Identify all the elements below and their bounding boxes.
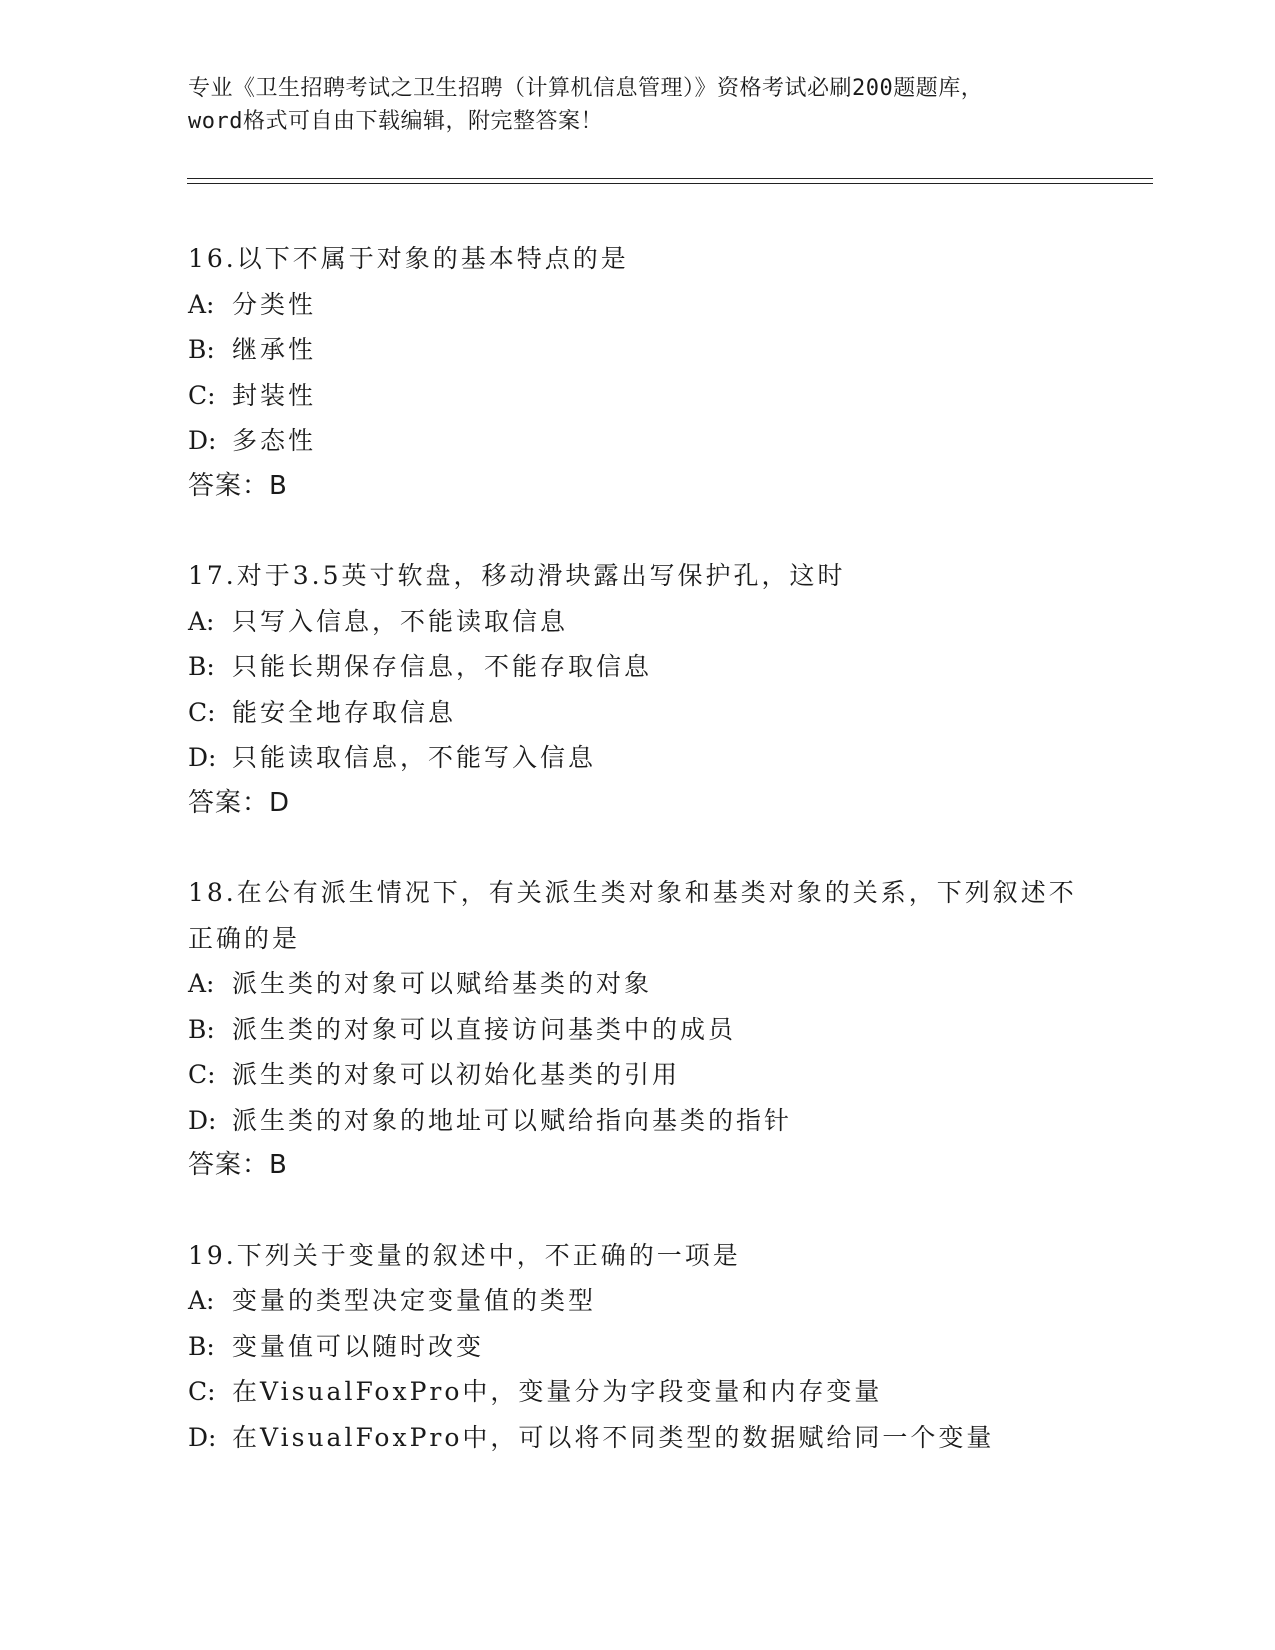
option-c (188, 1052, 1088, 1098)
question-text: 16.以下不属于对象的基本特点的是 (188, 244, 629, 273)
option-letter: A: (188, 1286, 215, 1315)
option-text: 能安全地存取信息 (232, 697, 457, 727)
option-text: 派生类的对象的地址可以赋给指向基类的指针 (232, 1105, 793, 1135)
option-text: 变量的类型决定变量值的类型 (232, 1286, 597, 1315)
option-b (188, 644, 1088, 690)
question-18 (188, 870, 1088, 1189)
option-text: 分类性 (232, 289, 317, 319)
option-text: 多态性 (232, 426, 317, 455)
question-16 (188, 236, 1088, 509)
header-divider-bottom (187, 183, 1153, 184)
option-a (188, 1278, 1088, 1324)
option-a (188, 961, 1088, 1007)
option-letter: C: (188, 1377, 216, 1406)
option-text: 只写入信息，不能读取信息 (232, 606, 569, 636)
header-divider-top (187, 178, 1153, 179)
header-line-2: word格式可自由下载编辑，附完整答案！ (188, 109, 603, 134)
option-text: 派生类的对象可以初始化基类的引用 (232, 1060, 681, 1089)
option-letter: B: (188, 1014, 215, 1044)
option-d (188, 1415, 1088, 1461)
question-text: 17.对于3.5英寸软盘，移动滑块露出写保护孔，这时 (188, 561, 846, 590)
option-text: 继承性 (232, 335, 317, 364)
question-text: 18.在公有派生情况下，有关派生类对象和基类对象的关系，下列叙述不正确的是 (188, 878, 1077, 953)
option-letter: B: (188, 335, 215, 364)
answer-label: 答案：B (188, 1150, 288, 1180)
option-text: 派生类的对象可以直接访问基类中的成员 (232, 1014, 737, 1044)
option-text: 在VisualFoxPro中，变量分为字段变量和内存变量 (232, 1377, 883, 1406)
option-c (188, 690, 1088, 736)
option-letter: B: (188, 1331, 215, 1361)
option-text: 封装性 (232, 380, 317, 410)
option-d (188, 418, 1088, 464)
option-letter: C: (188, 697, 216, 727)
header-line-1: 专业《卫生招聘考试之卫生招聘（计算机信息管理）》资格考试必刷200题题库， (188, 76, 984, 101)
option-b (188, 1007, 1088, 1053)
question-text: 19.下列关于变量的叙述中，不正确的一项是 (188, 1240, 741, 1270)
option-letter: D: (188, 1105, 217, 1135)
option-d (188, 735, 1088, 781)
option-b (188, 327, 1088, 373)
option-letter: D: (188, 1422, 217, 1452)
option-text: 派生类的对象可以赋给基类的对象 (232, 969, 653, 998)
option-text: 变量值可以随时改变 (232, 1331, 485, 1361)
question-list (188, 236, 1088, 1504)
option-letter: B: (188, 652, 215, 681)
option-c (188, 1369, 1088, 1415)
option-letter: C: (188, 380, 216, 410)
option-letter: D: (188, 743, 217, 772)
option-a (188, 599, 1088, 645)
option-a (188, 282, 1088, 328)
option-letter: A: (188, 289, 215, 319)
option-letter: A: (188, 969, 215, 998)
option-text: 在VisualFoxPro中，可以将不同类型的数据赋给同一个变量 (232, 1422, 995, 1452)
option-c (188, 373, 1088, 419)
answer-label: 答案：D (188, 787, 291, 818)
option-b (188, 1324, 1088, 1370)
option-letter: D: (188, 426, 217, 455)
option-letter: C: (188, 1060, 216, 1089)
question-19 (188, 1233, 1088, 1461)
document-header (188, 72, 1088, 138)
option-text: 只能长期保存信息，不能存取信息 (232, 652, 653, 681)
option-text: 只能读取信息，不能写入信息 (232, 743, 597, 772)
question-17 (188, 553, 1088, 826)
option-d (188, 1098, 1088, 1144)
answer-label: 答案：B (188, 470, 288, 501)
option-letter: A: (188, 606, 215, 636)
